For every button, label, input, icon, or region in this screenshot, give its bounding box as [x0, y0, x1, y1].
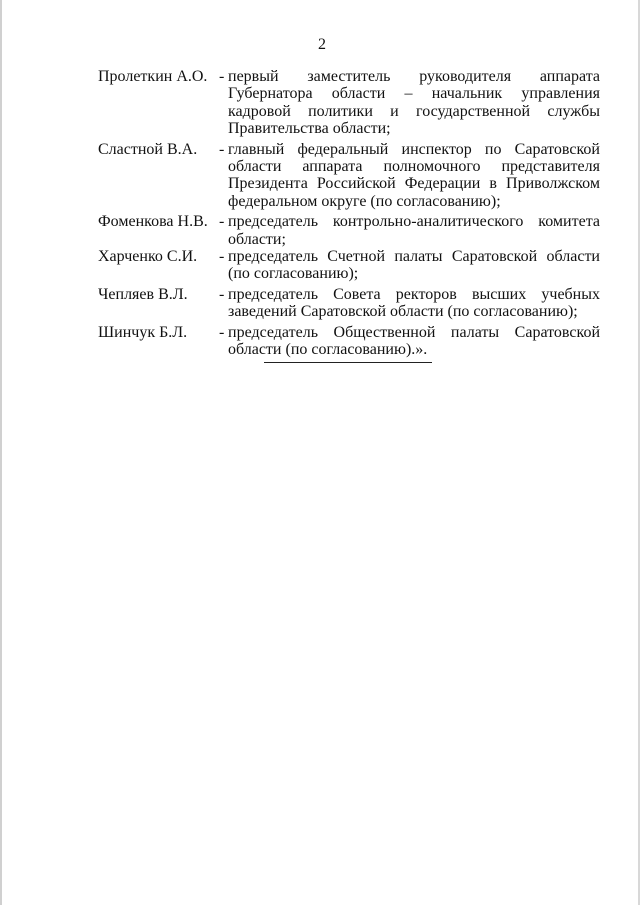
- list-item: [98, 68, 600, 138]
- list-item: [98, 286, 600, 321]
- member-list: [98, 68, 600, 359]
- dash-separator: -: [219, 285, 225, 303]
- member-name: Харченко С.И.: [98, 248, 198, 266]
- dash-separator: -: [219, 323, 225, 341]
- member-name: Шинчук Б.Л.: [98, 323, 188, 341]
- dash-separator: -: [219, 140, 225, 158]
- list-item: [98, 324, 600, 359]
- page-number: 2: [318, 36, 326, 53]
- member-position: первый заместитель руководителя аппарата Губернатора области – начальник управления кадровой политики и государственной службы Правительства области;: [228, 68, 600, 138]
- dash-separator: -: [219, 248, 225, 266]
- member-name: Сластной В.А.: [98, 140, 198, 158]
- member-name: Чепляев В.Л.: [98, 285, 188, 303]
- member-name: Пролеткин А.О.: [98, 68, 208, 85]
- list-item: [98, 213, 600, 248]
- member-name: Фоменкова Н.В.: [98, 213, 208, 231]
- member-position: председатель контрольно-аналитического комитета области;: [228, 213, 600, 248]
- list-item: [98, 248, 600, 283]
- dash-separator: -: [219, 68, 225, 85]
- member-position: главный федеральный инспектор по Саратовской области аппарата полномочного представителя Президента Российской Федерации в Приволжском федеральном округе (по согласованию);: [228, 140, 600, 210]
- member-position: председатель Общественной палаты Саратовской области (по согласованию).».: [228, 323, 600, 359]
- end-divider: [264, 362, 432, 363]
- member-position: председатель Совета ректоров высших учебных заведений Саратовской области (по согласованию);: [228, 285, 600, 321]
- member-position: председатель Счетной палаты Саратовской области (по согласованию);: [228, 248, 600, 283]
- list-item: [98, 141, 600, 211]
- dash-separator: -: [219, 213, 225, 231]
